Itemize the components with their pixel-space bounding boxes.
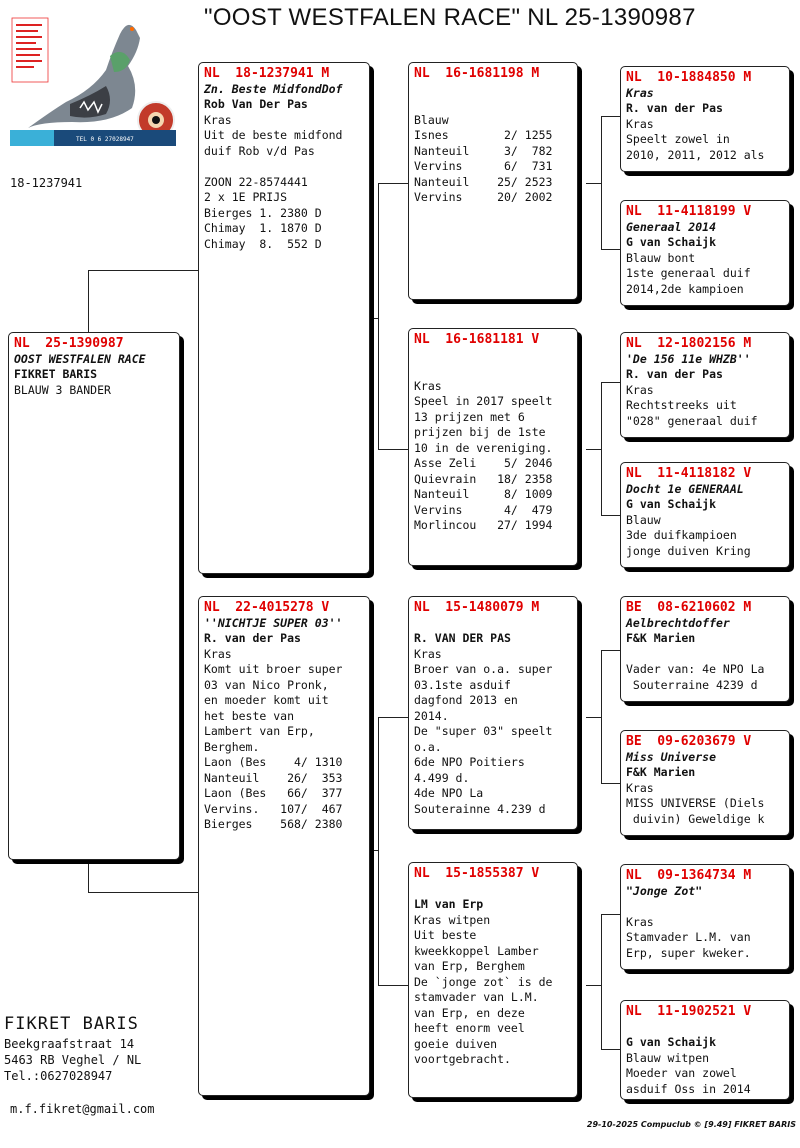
- card-line: 03.1ste asduif: [414, 677, 511, 692]
- card-line: Vervins 6/ 731: [414, 159, 553, 173]
- card-line: De "super 03" speelt: [414, 724, 553, 738]
- ring-number: NL 18-1237941 M: [204, 66, 330, 81]
- card-line: MISS UNIVERSE (Diels: [626, 796, 765, 810]
- pigeon-name: OOST WESTFALEN RACE: [14, 351, 146, 366]
- pigeon-name: 'De 156 11e WHZB'': [626, 351, 751, 366]
- card-line: [414, 97, 572, 113]
- card-line: goeie duiven: [414, 1036, 498, 1051]
- breeder-name: R. van der Pas: [204, 631, 301, 645]
- pigeon-name: Aelbrechtdoffer: [626, 615, 730, 630]
- card-line: Kras: [626, 382, 654, 397]
- connector: [378, 183, 379, 449]
- card-line: en moeder komt uit: [204, 693, 329, 707]
- card-line: dagfond 2013 en: [414, 693, 518, 707]
- card-line: Kras: [626, 780, 654, 795]
- card-line: Blauw: [626, 512, 661, 527]
- card-line: Stamvader L.M. van: [626, 930, 751, 944]
- card-line: Kras: [626, 116, 654, 131]
- connector: [370, 850, 378, 851]
- card-line: Nanteuil 8/ 1009: [414, 487, 553, 501]
- card-line: ZOON 22-8574441: [204, 174, 308, 189]
- card-line: van Erp, Berghem: [414, 959, 525, 973]
- card-line: 3de duifkampioen: [626, 528, 737, 542]
- owner-address: [4, 1016, 141, 1084]
- card-line: Souterraine 4239 d: [626, 677, 758, 692]
- card-line: 4.499 d.: [414, 770, 470, 785]
- connector: [378, 985, 408, 986]
- connector: [378, 449, 408, 450]
- card-line: BLAUW 3 BANDER: [14, 382, 111, 397]
- card-line: o.a.: [414, 739, 442, 754]
- ring-number: NL 11-4118182 V: [626, 466, 752, 481]
- card-line: 03 van Nico Pronk,: [204, 677, 329, 692]
- card-line: [626, 647, 784, 663]
- breeder-name: R. VAN DER PAS: [414, 631, 511, 645]
- ring-number: NL 15-1855387 V: [414, 866, 540, 881]
- card-line: Chimay 1. 1870 D: [204, 221, 322, 235]
- ring-number: NL 12-1802156 M: [626, 336, 752, 351]
- breeder-name: R. van der Pas: [626, 101, 723, 115]
- card-line: Rechtstreeks uit: [626, 398, 737, 412]
- svg-text:TEL 0 6 27028947: TEL 0 6 27028947: [76, 136, 134, 143]
- father-card[interactable]: [198, 62, 370, 574]
- card-line: Morlincou 27/ 1994: [414, 518, 553, 532]
- great-grandparent-card[interactable]: [620, 462, 790, 568]
- card-line: 2014,2de kampioen: [626, 281, 744, 296]
- ring-number: NL 11-1902521 V: [626, 1004, 752, 1019]
- card-line: 2014.: [414, 708, 449, 723]
- connector: [601, 116, 602, 249]
- card-line: [414, 882, 572, 898]
- card-line: 4de NPO La: [414, 786, 484, 800]
- ring-number: BE 09-6203679 V: [626, 734, 752, 749]
- card-line: 1ste generaal duif: [626, 266, 751, 280]
- great-grandparent-card[interactable]: [620, 66, 790, 172]
- card-line: Lambert van Erp,: [204, 724, 315, 738]
- connector: [586, 449, 601, 450]
- card-line: Broer van o.a. super: [414, 662, 553, 676]
- card-line: Kras witpen: [414, 912, 491, 927]
- card-line: Speel in 2017 speelt: [414, 394, 553, 408]
- great-grandparent-card[interactable]: [620, 596, 790, 702]
- ring-number: NL 09-1364734 M: [626, 868, 752, 883]
- address-line: Beekgraafstraat 14: [4, 1037, 135, 1051]
- connector: [601, 1049, 620, 1050]
- card-line: Laon (Bes 66/ 377: [204, 786, 343, 800]
- card-line: [414, 363, 572, 379]
- breeder-name: FIKRET BARIS: [14, 367, 98, 381]
- card-line: Bierges 568/ 2380: [204, 817, 343, 831]
- card-line: "028" generaal duif: [626, 413, 758, 428]
- card-line: Blauw: [414, 112, 449, 127]
- breeder-name: Rob Van Der Pas: [204, 97, 308, 111]
- connector: [601, 914, 620, 915]
- card-line: Asse Zeli 5/ 2046: [414, 456, 553, 470]
- card-line: 6de NPO Poitiers: [414, 755, 525, 769]
- card-line: Souterainne 4.239 d: [414, 801, 546, 816]
- ring-number: NL 16-1681198 M: [414, 66, 540, 81]
- connector: [88, 270, 89, 332]
- main-pigeon-card[interactable]: [8, 332, 180, 860]
- card-line: Uit beste: [414, 928, 477, 942]
- card-line: het beste van: [204, 708, 295, 723]
- ring-number: NL 10-1884850 M: [626, 70, 752, 85]
- card-line: Moeder van zowel: [626, 1066, 737, 1080]
- card-line: Uit de beste midfond: [204, 128, 343, 142]
- card-line: duif Rob v/d Pas: [204, 143, 315, 158]
- pigeon-name: "Jonge Zot": [626, 883, 703, 898]
- card-line: Isnes 2/ 1255: [414, 128, 553, 142]
- card-line: 10 in de vereniging.: [414, 440, 553, 455]
- pigeon-name: Docht 1e GENERAAL: [626, 481, 744, 496]
- breeder-name: G van Schaijk: [626, 1035, 717, 1049]
- owner-email[interactable]: m.f.fikret@gmail.com: [10, 1102, 155, 1116]
- connector: [378, 717, 408, 718]
- great-grandparent-card[interactable]: [620, 200, 790, 306]
- breeder-name: F&K Marien: [626, 631, 696, 645]
- connector: [586, 985, 601, 986]
- card-line: Kras: [204, 646, 232, 661]
- ring-number: NL 16-1681181 V: [414, 332, 540, 347]
- owner-name: FIKRET BARIS: [4, 1014, 139, 1034]
- card-line: Quievrain 18/ 2358: [414, 471, 553, 486]
- card-line: van Erp, en deze: [414, 1005, 525, 1020]
- great-grandparent-card[interactable]: [620, 864, 790, 970]
- breeder-name: G van Schaijk: [626, 497, 717, 511]
- granddam-maternal-card[interactable]: [408, 862, 578, 1098]
- connector: [586, 183, 601, 184]
- connector: [601, 914, 602, 1049]
- card-line: Blauw bont: [626, 250, 696, 265]
- pigeon-logo: [10, 16, 176, 148]
- card-line: Chimay 8. 552 D: [204, 236, 322, 251]
- ring-number: NL 25-1390987: [14, 336, 124, 351]
- card-line: Vervins 20/ 2002: [414, 190, 553, 204]
- connector: [601, 382, 602, 515]
- card-line: Kras: [414, 646, 442, 661]
- card-line: Kras: [414, 378, 442, 393]
- grandsire-paternal-card[interactable]: [408, 62, 578, 300]
- connector: [586, 717, 601, 718]
- ring-number: NL 22-4015278 V: [204, 600, 330, 615]
- connector: [88, 270, 200, 271]
- card-line: duivin) Geweldige k: [626, 811, 765, 826]
- card-line: Vader van: 4e NPO La: [626, 662, 765, 676]
- mother-card[interactable]: [198, 596, 370, 1096]
- pigeon-name: Generaal 2014: [626, 219, 717, 234]
- ring-number: BE 08-6210602 M: [626, 600, 752, 615]
- card-line: Vervins 4/ 479: [414, 502, 553, 517]
- card-line: Speelt zowel in: [626, 132, 730, 146]
- card-line: Laon (Bes 4/ 1310: [204, 755, 343, 769]
- card-line: [414, 616, 572, 632]
- connector: [601, 650, 602, 783]
- card-line: Bierges 1. 2380 D: [204, 205, 322, 220]
- connector: [601, 249, 620, 250]
- ring-number: NL 11-4118199 V: [626, 204, 752, 219]
- card-line: Vervins. 107/ 467: [204, 801, 343, 816]
- pigeon-name: ''NICHTJE SUPER 03'': [204, 615, 343, 630]
- card-line: Nanteuil 26/ 353: [204, 770, 343, 785]
- great-grandparent-card[interactable]: [620, 332, 790, 438]
- address-line: 5463 RB Veghel / NL: [4, 1053, 142, 1067]
- page-title: "OOST WESTFALEN RACE" NL 25-1390987: [204, 4, 696, 31]
- card-line: De `jonge zot` is de: [414, 974, 553, 989]
- granddam-paternal-card[interactable]: [408, 328, 578, 566]
- connector: [88, 892, 200, 893]
- pigeon-name: Kras: [626, 85, 654, 100]
- card-line: Blauw witpen: [626, 1050, 710, 1065]
- card-line: jonge duiven Kring: [626, 543, 751, 558]
- card-line: Nanteuil 3/ 782: [414, 143, 553, 158]
- phone-line: Tel.:0627028947: [4, 1069, 113, 1083]
- ring-number: NL 15-1480079 M: [414, 600, 540, 615]
- card-line: Kras: [626, 914, 654, 929]
- card-line: Komt uit broer super: [204, 662, 343, 676]
- grandsire-maternal-card[interactable]: [408, 596, 578, 830]
- pigeon-name: Zn. Beste MidfondDof: [204, 81, 343, 96]
- connector: [601, 116, 620, 117]
- card-line: [414, 348, 572, 364]
- card-line: heeft enorm veel: [414, 1021, 525, 1035]
- footer-credit: 29-10-2025 Compuclub © [9.49] FIKRET BARIS: [586, 1120, 796, 1129]
- breeder-name: F&K Marien: [626, 765, 696, 779]
- card-line: [626, 1020, 784, 1036]
- small-ring-id: 18-1237941: [10, 176, 83, 190]
- card-line: [626, 899, 784, 915]
- connector: [601, 783, 620, 784]
- card-line: Berghem.: [204, 739, 260, 754]
- breeder-name: G van Schaijk: [626, 235, 717, 249]
- great-grandparent-card[interactable]: [620, 730, 790, 836]
- card-line: kweekkoppel Lamber: [414, 943, 539, 958]
- connector: [370, 318, 378, 319]
- connector: [601, 382, 620, 383]
- connector: [378, 717, 379, 985]
- connector: [601, 515, 620, 516]
- card-line: [414, 82, 572, 98]
- card-line: Erp, super kweker.: [626, 945, 751, 960]
- card-line: Nanteuil 25/ 2523: [414, 174, 553, 189]
- pigeon-name: Miss Universe: [626, 749, 717, 764]
- connector: [378, 183, 408, 184]
- card-line: asduif Oss in 2014: [626, 1081, 751, 1096]
- card-line: [204, 159, 364, 175]
- card-line: prijzen bij de 1ste: [414, 425, 546, 439]
- card-line: voortgebracht.: [414, 1052, 511, 1066]
- breeder-name: LM van Erp: [414, 897, 484, 911]
- card-line: 2010, 2011, 2012 als: [626, 147, 765, 162]
- card-line: Kras: [204, 112, 232, 127]
- card-line: 13 prijzen met 6: [414, 409, 525, 424]
- card-line: 2 x 1E PRIJS: [204, 190, 288, 204]
- great-grandparent-card[interactable]: [620, 1000, 790, 1100]
- connector: [601, 650, 620, 651]
- breeder-name: R. van der Pas: [626, 367, 723, 381]
- card-line: stamvader van L.M.: [414, 990, 539, 1004]
